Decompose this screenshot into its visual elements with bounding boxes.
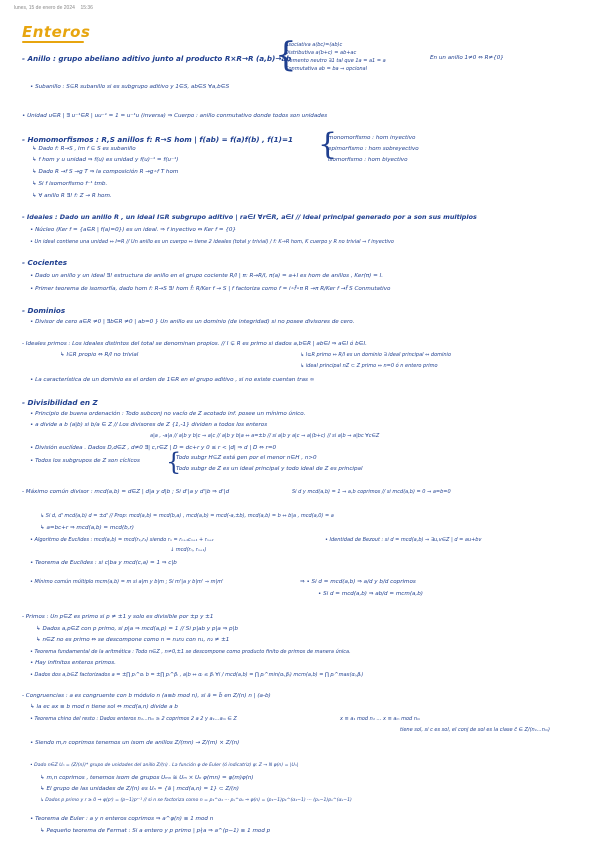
- line: • Teorema de Euclides : si c|ba y mcd(c,a) = 1 ⇒ c|b: [30, 560, 177, 566]
- date-text: lunes, 15 de enero de 2024: [14, 5, 75, 11]
- line: ↳ Dado f: R→S , Im f ⊆ S es subanillo: [32, 146, 136, 152]
- line: ↳ Dados a,p∈Z con p primo, si p|a ⇒ mcd(a,p) = 1 // Si p|ab y p|a ⇒ p|b: [36, 626, 239, 632]
- line: ↳ m,n coprimos , tenemos isom de grupos Uₘₙ ≅ Uₘ × Uₙ φ(mn) = φ(m)φ(n): [40, 775, 254, 781]
- line-cocientes: - Cocientes: [22, 258, 68, 267]
- line: ↳ Dado R →f S →g T ⇒ la composición R →g∘f T hom: [32, 169, 179, 175]
- line: ↳ Si f isomorfismo f⁻¹ tmb.: [32, 181, 108, 187]
- line-unidad: • Unidad u∈R | ∃ u⁻¹∈R | uu⁻¹ = 1 = u⁻¹u (inversa) ⇒ Cuerpo : anillo conmutativo donde todos son unidades: [22, 113, 328, 119]
- line: • Teorema de Euler : a y n enteros coprimos ⇒ a^φ(n) ≡ 1 mod n: [30, 816, 214, 822]
- line: Elemento neutro ∃1 tal que 1a = a1 = a: [285, 58, 386, 64]
- line-primos: - Primos : Un p∈Z es primo si p ≠ ±1 y solo es divisible por ±p y ±1: [22, 614, 214, 620]
- line-congruencias: - Congruencias : a es congruente con b módulo n (a≡b mod n), si ā = b̄ en Z/(n) n | (a-b): [22, 693, 271, 699]
- line: • Un ideal contiene una unidad ⇔ I=R // Un anillo es un cuerpo ⇔ tiene 2 ideales (total y trivial) / f: K→R hom, K cuerpo y R no trivial ⇒ f inyectivo: [30, 239, 394, 245]
- line: Asociativa a(bc)=(ab)c: [285, 42, 343, 48]
- page-title: Enteros: [22, 23, 91, 41]
- brace: {: [318, 127, 338, 162]
- line: • Si d = mcd(a,b) ⇒ ab/d = mcm(a,b): [318, 591, 423, 597]
- line: • Dado un anillo y un ideal ∃! estructura de anillo en el grupo cociente R/I | π: R→R/I, π(a) = a+I es hom de anillos , Ker(π) = I.: [30, 273, 384, 279]
- line: ⇒ • Si d = mcd(a,b) ⇒ a/d y b/d coprimos: [300, 579, 416, 585]
- line: a|a , -a|a // a|b y b|c ⇒ a|c // a|b y b|a ⇔ a=±b // si a|b y a|c ⇒ a|(b+c) // si a|b ⇒ a|bc ∀c∈Z: [150, 433, 380, 439]
- line: monomorfismo : hom inyectivo: [328, 135, 416, 141]
- line: ↳ la ec ax ≡ b mod n tiene sol ⇔ mcd(a,n) divide a b: [30, 704, 178, 710]
- line: ↳ Dados p primo y r ≥ 0 ⇒ φ(pʳ) = (p−1)pʳ⁻¹ // si n se factoriza como n = p₁^α₁ ⋯ pₛ^αₛ ⇒ φ(n) = (p₁−1)p₁^(α₁−1) ⋯ (pₛ−1)pₛ^(αₛ−1): [40, 798, 352, 803]
- line: isomorfismo : hom biyectivo: [328, 157, 408, 163]
- line: • Siendo m,n coprimos tenemos un isom de anillos Z/(mn) → Z/(m) × Z/(n): [30, 740, 240, 746]
- line: • a divide a b (a|b) si b/a ∈ Z // Los divisores de Z {1,-1} dividen a todos los enteros: [30, 422, 268, 428]
- line-dominios: - Dominios: [22, 306, 66, 315]
- line: • La característica de un dominio es el orden de 1∈R en el grupo aditivo , si no existe cuentan tras ∞: [30, 377, 315, 383]
- line: • Principio de buena ordenación : Todo subconj no vacío de Z acotado inf. posee un mínimo único.: [30, 411, 306, 417]
- line: • Teorema chino del resto : Dados enteros n₁…nₘ ≥ 2 coprimos 2 a 2 y a₁…aₘ ∈ Z: [30, 716, 237, 722]
- line: • Identidad de Bezout : si d = mcd(a,b) ⇒ ∃u,v∈Z | d = au+bv: [325, 537, 482, 543]
- line: epimorfismo : hom sobreyectivo: [328, 146, 419, 152]
- line: ↳ I⊆R propio ⇔ R/I no trivial: [60, 352, 139, 358]
- line: • Todos los subgrupos de Z son cíclicos: [30, 458, 140, 464]
- line: tiene sol, si c es sol, el conj de sol es la clase c̄ ∈ Z/(n₁…nₘ): [400, 727, 550, 733]
- line: • Hay infinitos enteros primos.: [30, 660, 116, 666]
- line: x ≡ a₁ mod n₁ … x ≡ aₘ mod nₘ: [340, 716, 421, 722]
- brace: {: [166, 448, 182, 476]
- line: ↳ El grupo de las unidades de Z/(n) es Uₙ = {ā | mcd(a,n) = 1} ⊂ Z/(n): [40, 786, 239, 792]
- line: • Algoritmo de Euclides : mcd(a,b) = mcd(r₁,r₂) siendo rₙ = rₙ₊₁cₙ₊₁ + rₙ₊₂: [30, 537, 214, 543]
- line: • Dado n∈Z Uₙ = (Z/(n))* grupo de unidades del anillo Z/(n) . La función φ de Euler (ó indicatriz) φ: Z → N φ(n) = |Uₙ|: [30, 763, 299, 768]
- line: Conmutativa ab = ba ⇒ opcional: [285, 66, 368, 72]
- line: ↳ ∀ anillo R ∃! f: Z → R hom.: [32, 193, 112, 199]
- brace: {: [275, 35, 297, 75]
- line: ↓ mcd(rₙ, rₙ₊₁): [170, 547, 207, 553]
- line: ↳ ideal principal nZ ⊂ Z primo ⇔ n=0 ó n entero primo: [300, 363, 438, 369]
- line-anillo: - Anillo : grupo abeliano aditivo junto al producto R×R→R (a,b)→ab: [22, 54, 292, 63]
- line: ↳ n∈Z no es primo ⇔ se descompone como n = n₁n₂ con n₁, n₂ ≠ ±1: [36, 637, 230, 643]
- line: Todo subgr H⊆Z está gen por el menor n∈H , n>0: [176, 455, 317, 461]
- line: • Divisor de cero a∈R ≠0 | ∃b∈R ≠0 | ab=0 } Un anillo es un dominio (de integridad) si no posee divisores de cero.: [30, 319, 355, 325]
- line: ↳ f hom y u unidad ⇒ f(u) es unidad y f(u)⁻¹ = f(u⁻¹): [32, 157, 179, 163]
- line: • Primer teorema de isomorfía, dado hom f: R→S ∃! hom f̄: R/Ker f → S | f factoriza como f = i∘f̄∘π R →π R/Ker f →f̄ S Conmutativo: [30, 286, 391, 292]
- line: ↳ Pequeño teorema de Fermat : Si a entero y p primo | p∤a ⇒ a^(p−1) ≡ 1 mod p: [40, 828, 271, 834]
- line: ↳ Si d, d' mcd(a,b) d = ±d' // Prop: mcd(a,b) = mcd(b,a) , mcd(a,b) = mcd(-a,±b), mcd(a,b) = b ⇔ b|a , mcd(a,0) = a: [40, 513, 334, 519]
- line: En un anillo 1≠0 ⇔ R≠{0}: [430, 55, 504, 61]
- line-mcd: - Máximo común divisor : mcd(a,b) = d∈Z | d|a y d|b ; Si d'|a y d'|b ⇒ d'|d: [22, 489, 230, 495]
- line: • Dados dos a,b∈Z factorizados a = ±∏ pᵢ^αᵢ b = ±∏ pᵢ^βᵢ , a|b ⇔ αᵢ ≤ βᵢ ∀i / mcd(a,b) = ∏ pᵢ^min(αᵢ,βᵢ) mcm(a,b) = ∏ pᵢ^max(αᵢ,βᵢ): [30, 672, 364, 678]
- line: • División euclídea . Dados D,d∈Z , d≠0 ∃| c,r∈Z | D = dc+r y 0 ≤ r < |d| ⇒ d | D ⇔ r=0: [30, 445, 277, 451]
- note-date: [14, 5, 93, 11]
- time-text: 15:36: [80, 5, 93, 11]
- line-ideales: - Ideales : Dado un anillo R , un ideal I⊆R subgrupo aditivo | ra∈I ∀r∈R, a∈I // Ideal principal generado por a son sus multiplos: [22, 213, 477, 221]
- line: ↳ I⊆R primo ⇔ R/I es un dominio ∃ ideal principal ⇔ dominio: [300, 352, 452, 358]
- title-underline: [22, 41, 84, 43]
- line-homomorfismos: - Homomorfismos : R,S anillos f: R→S hom | f(ab) = f(a)f(b) , f(1)=1: [22, 135, 293, 144]
- line-ideales-primos: - Ideales primos : Los ideales distintos del total se denominan propios. // I ⊊ R es primo si dados a,b∈R | ab∈I ⇒ a∈I ó b∈I.: [22, 341, 367, 347]
- line-divisibilidad: - Divisibilidad en Z: [22, 398, 98, 407]
- line-subanillo: • Subanillo : S⊆R subanillo si es subgrupo aditivo y 1∈S, ab∈S ∀a,b∈S: [30, 84, 230, 90]
- line: ↳ a=bc+r ⇒ mcd(a,b) = mcd(b,r): [40, 525, 134, 531]
- line: • Mínimo común múltiplo mcm(a,b) = m si a|m y b|m ; Si m'|a y b|m' ⇒ m|m': [30, 579, 224, 585]
- line: Distributiva a(b+c) = ab+ac: [285, 50, 357, 56]
- line: Todo subgr de Z es un ideal principal y todo ideal de Z es principal: [176, 466, 363, 472]
- line: • Núcleo (Ker f = {a∈R | f(a)=0}) es un ideal. ⇒ f inyectivo ⇔ Ker f = {0}: [30, 227, 237, 233]
- line: • Teorema fundamental de la aritmética : Todo n∈Z , n≠0,±1 se descompone como producto finito de primos de manera única.: [30, 649, 351, 655]
- line: Si d y mcd(a,b) = 1 ⇒ a,b coprimos // si mcd(a,b) = 0 ⇒ a=b=0: [292, 489, 451, 495]
